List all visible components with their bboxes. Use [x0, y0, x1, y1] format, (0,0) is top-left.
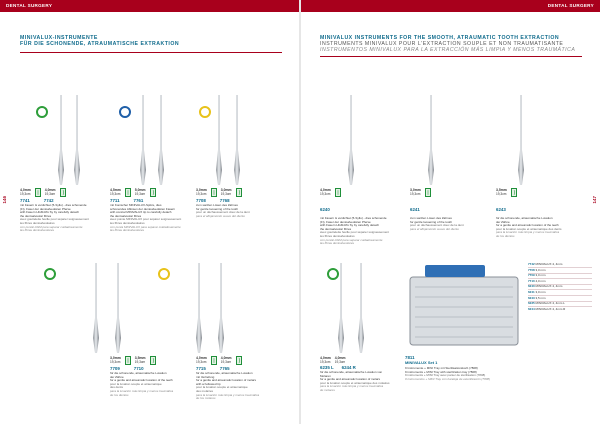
description: für die schonende, atraumatische Luxation mit Vertiefung for a gentle and atraumatic luxation of molars with a hollowed tip pour la luxation souple et atraumatique des molaires para la luxación más limpia y menos traumática de los molares [196, 371, 260, 401]
set-code: 7811 [405, 355, 415, 360]
spec-a: 3,0mm 19,3cm [110, 356, 121, 364]
description: für die schonende, atraumatische Luxation der Zähne for a gentle and atraumatic luxation of the teeth pour la luxation souple et atraumatique des dents para la luxación más limpia y menos traumática de los dientes [110, 371, 174, 397]
color-ring-group-1 [36, 106, 48, 118]
article-code: 7710 [133, 366, 144, 371]
page-gutter [299, 0, 301, 424]
article-code: 7709 [110, 366, 120, 371]
blade-tip-icon [335, 188, 341, 197]
color-ring-group-4 [44, 268, 56, 280]
instrument-7742 [74, 95, 80, 185]
blade-tip-icon [236, 188, 242, 197]
list-item: 6240 MINIVALUX 4, 4mm [528, 284, 563, 289]
right-top-group-2 [410, 188, 492, 231]
article-code: 6244 R [341, 365, 356, 370]
instrument-6244R [358, 263, 364, 353]
spec-b: 3,0mm 19,3cm [220, 188, 232, 196]
blade-tip-icon [60, 188, 66, 197]
article-code: 7715 [196, 366, 206, 371]
description: für die schonende, atraumatische Luxation der Zähne for a gentle and atraumatic luxation of the teeth pour la luxation souple et atraumatique des dents para la luxación más limpia y menos traumática de los dientes [496, 216, 562, 238]
list-item: 7708 3,0 mm [528, 267, 546, 272]
description: für die schonende, atraumatische Luxation von Molaren for a gentle and atraumatic luxation of molars pour la luxation souple et atraumatique des molaires para la luxación más limpia y menos traumática de molares [320, 370, 390, 392]
instrument-7741 [58, 95, 64, 185]
instrument-7711 [140, 95, 146, 185]
instrument-7765 [218, 263, 224, 353]
spec-a: 3,5mm 19,3cm [496, 188, 507, 196]
list-item: 6244 MINIVALUX 4, 4mm R [528, 306, 566, 311]
header-left-label: DENTAL SURGERY [6, 3, 53, 8]
right-top-group-3 [496, 188, 588, 239]
spec-a: 4,5mm 19,3cm [110, 188, 121, 196]
article-code: 6235 L [320, 365, 334, 370]
blade-tip-icon [150, 188, 156, 197]
article-code: 7768 [219, 198, 230, 203]
color-ring-group-6 [327, 268, 339, 280]
instrument-6241 [428, 95, 434, 185]
color-ring-group-3 [199, 106, 211, 118]
left-top-group-3 [196, 188, 288, 218]
spec-a: 4,0mm 19,3cm [320, 188, 331, 196]
instrument-7768 [234, 95, 240, 185]
instrument-7708 [216, 95, 222, 185]
right-title-en: MINIVALUX INSTRUMENTS FOR THE SMOOTH, ATRAUMATIC TOOTH EXTRACTION [320, 35, 560, 41]
blade-tip-icon [150, 356, 156, 365]
spec-a: 4,0mm 19,3cm [196, 356, 207, 364]
set-name: MINIVALUX Set 1 [405, 360, 438, 365]
article-code: 7711 [110, 198, 120, 203]
spec-a: 3,0mm 19,3cm [196, 188, 207, 196]
color-ring-group-2 [119, 106, 131, 118]
instrument-6240 [348, 95, 354, 185]
blade-tip-icon [125, 188, 131, 197]
article-code: 7761 [133, 198, 144, 203]
description: zum sanften Lösen des Zahnes for gentle loosening of the tooth pour un déchaussement doux de la dent para el aflojamiento suave del diente [196, 203, 250, 218]
list-item: 6241 3,0 mm [528, 289, 546, 294]
article-code: 6241 [410, 207, 420, 212]
right-top-instruments-figure [320, 90, 590, 190]
left-top-group-1 [20, 188, 102, 233]
left-title-rule [20, 52, 282, 53]
header-left [0, 0, 300, 12]
spec-a: 4,0mm 19,3cm [320, 356, 331, 364]
description: zum sanften Lösen des Zahnes for gentle loosening of the tooth pour un déchaussement doux de la dent para el aflojamiento suave del diente [410, 216, 464, 231]
list-item: 6243 3,5 mm [528, 295, 546, 300]
set-contents-list [528, 262, 592, 312]
spec-b: 3,5mm 19,3cm [134, 356, 146, 364]
description: mit Konischer MINIVALUX-Spitze, dies schonendes Ablösen der dentoalveolären Fasern with conical MINIVALUX tip to carefully detach the dentoalveolar fibres avec pointe MINIVALUX pour séparer soigneusement les fibres dentoalvéolaires con punta MINIVALUX para separar cuidadosamente las fibras dentoalveolares [110, 203, 182, 233]
spec-a: 4,0mm 19,3cm [20, 188, 31, 196]
blade-tip-icon [236, 356, 242, 365]
blade-tip-icon [511, 188, 517, 197]
article-code: 7741 [20, 198, 30, 203]
page-number-right: 147 [592, 196, 597, 204]
right-title-es: INSTRUMENTOS MINIVALUX PARA LA EXTRACCIÓN MÁS LIMPIA Y MENOS TRAUMÁTICA [320, 47, 576, 53]
blade-tip-icon [211, 188, 217, 197]
instrument-7709 [93, 263, 99, 353]
instrument-6243 [518, 95, 524, 185]
instrument-7715 [196, 263, 202, 353]
description: mit Fasern & verdichtet (5-Syllu) - dies schonende (Fi), Faser der dentoalveolären Pferse with Fasern HGM-RG Sy by carefully detach the dentoalveolar fibres avec gouttelette feuille pour séparer soigneusement les fibres dentoalvéolaires con puntal HGM para separar cuidadosamente las fibras dentoalveolares [20, 203, 89, 233]
set-block [405, 355, 517, 381]
left-bottom-group-1 [110, 356, 190, 397]
left-bottom-group-2 [196, 356, 288, 401]
color-ring-group-5 [158, 268, 170, 280]
description: mit Fasern & verdichtet (5-Syllu) - dies schonende (Fi), Faser der dentoalveolären Pferse with Fasern HGM-RG Sy by carefully detach the dentoalveolar fibres avec gouttelette feuille pour séparer soigneusement les fibres dentoalvéolaires con puntal HGM para separar cuidadosamente las fibras dentoalveolares [320, 216, 389, 246]
spec-b: 4,0mm 19,3cm [220, 356, 232, 364]
list-item: 6235 MINIVALUX 4, 4mm L [528, 301, 565, 306]
left-top-group-2 [110, 188, 194, 233]
list-item: 7742 MINIVALUX 4, 4mm [528, 262, 563, 266]
right-bottom-group-1 [320, 356, 408, 393]
right-top-group-1 [320, 188, 402, 246]
blade-tip-icon [211, 356, 217, 365]
blade-tip-icon [125, 356, 131, 365]
instrument-7710 [115, 263, 121, 353]
article-code: 7708 [196, 198, 206, 203]
article-code: 7742 [43, 198, 54, 203]
left-top-instruments-figure [20, 90, 290, 190]
blade-tip-icon [425, 188, 431, 197]
list-item: 7710 4,0 mm [528, 278, 546, 283]
instrument-7761 [158, 95, 164, 185]
sterilization-tray-image [405, 262, 523, 350]
instrument-6235L [338, 263, 344, 353]
header-right [300, 0, 600, 12]
set-description: 9 Instrumente + MINI Tray mit Sterilisationskorb (7808) 9 instruments + MINI Tray with sterilization tray (7808) 9 instruments + MINI Tray avec panier de stérilisation (7808) 9 instrumentos + MINI Tray con bandeja de esterilización (7808) [405, 366, 491, 381]
list-item: 7709 3,0 mm [528, 273, 546, 278]
spec-b: 4,0mm 19,3cm [44, 188, 56, 196]
article-code: 6240 [320, 207, 330, 212]
blade-tip-icon [35, 188, 41, 197]
article-code: 6243 [496, 207, 506, 212]
spec-a: 3,0mm 19,3cm [410, 188, 421, 196]
right-title-fr: INSTRUMENTS MINIVALUX POUR L'EXTRACTION SOUPLE ET NON TRAUMATISANTE [320, 41, 564, 47]
left-title-de: FÜR DIE SCHONENDE, ATRAUMATISCHE EXTRAKTION [20, 41, 180, 47]
spec-b: 5,0mm 19,3cm [134, 188, 146, 196]
left-title-en: MINIVALUX-INSTRUMENTE [20, 35, 98, 41]
header-right-label: DENTAL SURGERY [547, 3, 594, 8]
left-bottom-instruments-figure [20, 258, 290, 358]
article-code: 7765 [219, 366, 230, 371]
right-title-rule [320, 56, 582, 57]
page-number-left: 146 [2, 196, 7, 204]
spec-b: 4,0mm 19,3cm [334, 356, 346, 364]
